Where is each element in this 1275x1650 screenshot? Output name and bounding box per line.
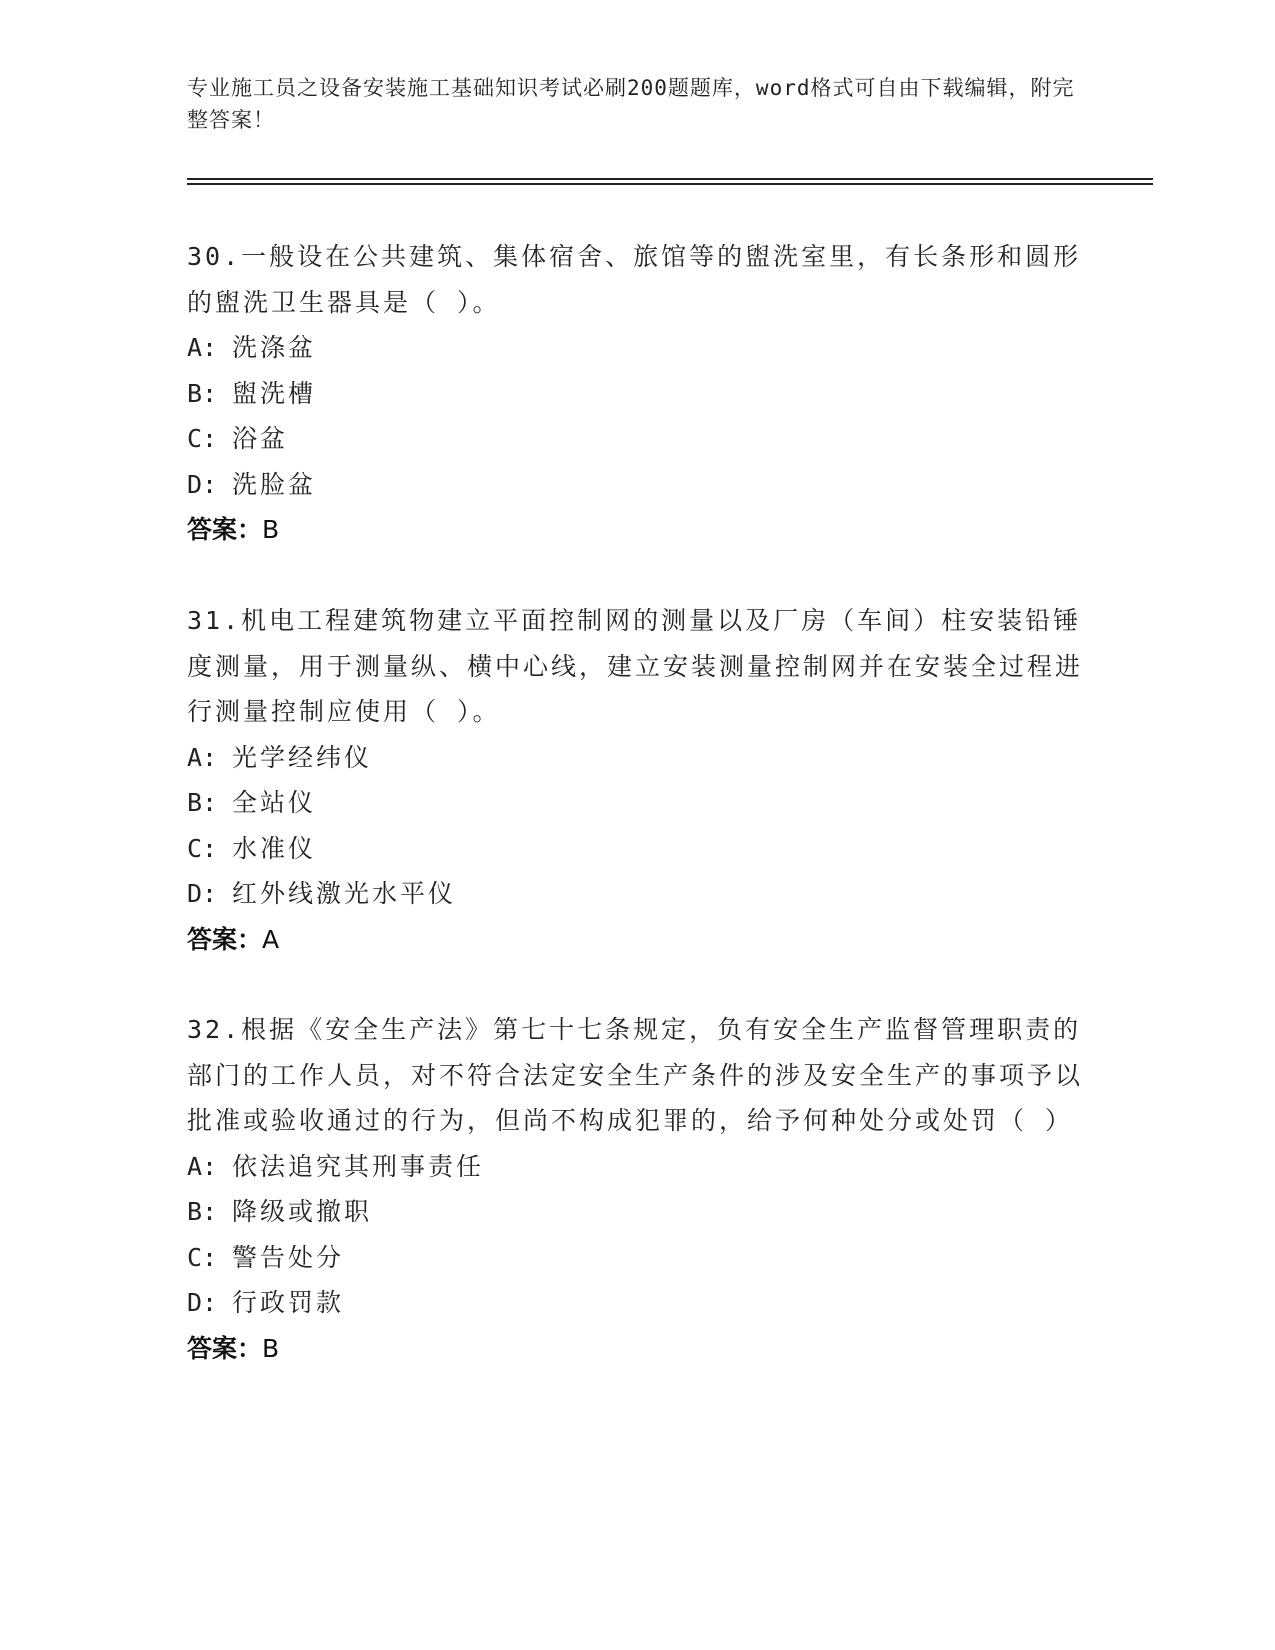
option-text: 全站仪 [232, 788, 317, 817]
question-stem: 30.一般设在公共建筑、集体宿舍、旅馆等的盥洗室里，有长条形和圆形的盥洗卫生器具是（ ）。 [187, 242, 1082, 317]
document-header: 专业施工员之设备安装施工基础知识考试必刷200题题库，word格式可自由下载编辑，附完整答案！ [187, 76, 1075, 132]
answer-value: B [262, 515, 280, 544]
option-text: 红外线激光水平仪 [232, 879, 457, 908]
option-d [187, 1280, 1087, 1326]
option-text: 依法追究其刑事责任 [232, 1151, 485, 1181]
option-text: 浴盆 [232, 424, 289, 453]
option-text: 洗脸盆 [232, 469, 317, 499]
option-text: 洗涤盆 [232, 333, 317, 362]
answer-label: 答案： [187, 515, 263, 544]
option-key: B: [187, 1197, 218, 1226]
option-a [187, 1144, 1087, 1190]
option-key: D: [187, 879, 218, 908]
option-key: B: [187, 788, 218, 817]
option-key: C: [187, 424, 218, 453]
header-divider-top [187, 178, 1153, 180]
option-key: A: [187, 333, 218, 362]
option-text: 光学经纬仪 [232, 742, 373, 772]
answer-line [187, 1326, 1087, 1372]
option-text: 降级或撤职 [232, 1197, 373, 1226]
option-text: 行政罚款 [232, 1288, 345, 1317]
option-text: 盥洗槽 [232, 378, 317, 408]
answer-value: B [262, 1333, 280, 1363]
question-stem: 32.根据《安全生产法》第七十七条规定，负有安全生产监督管理职责的部门的工作人员，对不符合法定安全生产条件的涉及安全生产的事项予以批准或验收通过的行为，但尚不构成犯罪的，给予何种处分或处罚（ ） [187, 1015, 1084, 1135]
option-a [187, 735, 1087, 781]
option-key: B: [187, 378, 218, 408]
question-stem: 31.机电工程建筑物建立平面控制网的测量以及厂房（车间）柱安装铅锤度测量，用于测量纵、横中心线，建立安装测量控制网并在安装全过程进行测量控制应使用（ ）。 [187, 606, 1084, 726]
option-a [187, 325, 1087, 371]
option-b [187, 371, 1087, 417]
option-text: 警告处分 [232, 1242, 345, 1272]
option-key: A: [187, 1151, 218, 1181]
option-b [187, 780, 1087, 826]
option-c [187, 416, 1087, 462]
answer-line [187, 507, 1087, 553]
option-d [187, 871, 1087, 917]
option-c [187, 826, 1087, 872]
header-divider-bottom [187, 183, 1153, 185]
option-key: A: [187, 742, 218, 772]
answer-line [187, 917, 1087, 963]
answer-label: 答案： [187, 924, 263, 954]
answer-value: A [262, 924, 280, 954]
option-c [187, 1235, 1087, 1281]
answer-label: 答案： [187, 1333, 263, 1363]
option-b [187, 1189, 1087, 1235]
option-key: C: [187, 1242, 218, 1272]
option-text: 水准仪 [232, 833, 317, 863]
question-31 [187, 598, 1087, 962]
option-d [187, 462, 1087, 508]
option-key: D: [187, 469, 218, 499]
option-key: D: [187, 1288, 218, 1317]
question-32 [187, 1007, 1087, 1371]
question-30 [187, 234, 1087, 553]
option-key: C: [187, 833, 218, 863]
